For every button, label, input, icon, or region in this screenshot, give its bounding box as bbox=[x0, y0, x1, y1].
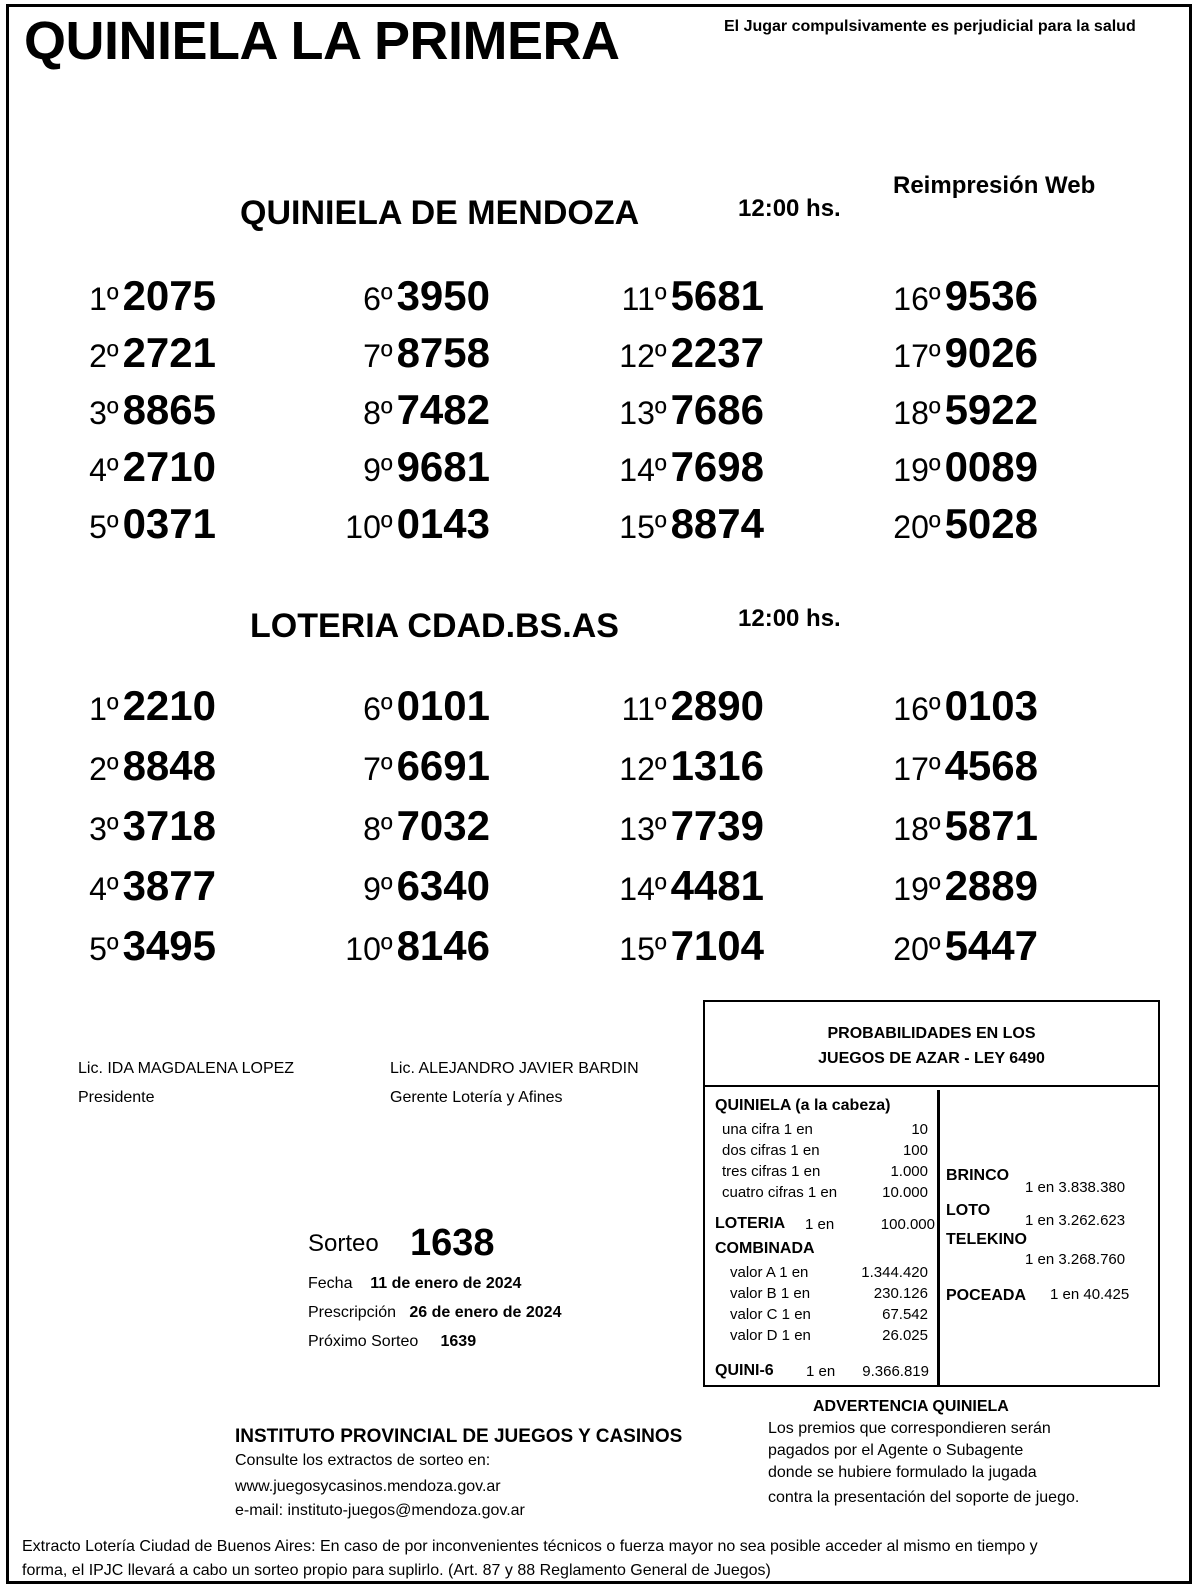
result-position: 6º bbox=[363, 281, 393, 317]
result-position: 3º bbox=[89, 811, 119, 847]
result-number: 4568 bbox=[944, 742, 1038, 789]
result-number: 3718 bbox=[122, 802, 216, 849]
prob-row-value: 1.344.420 bbox=[861, 1264, 928, 1281]
result-item bbox=[808, 862, 1038, 910]
result-item bbox=[0, 329, 216, 377]
probabilities-title-line1: PROBABILIDADES EN LOS bbox=[827, 1025, 1036, 1042]
loteria-prob-text: 1 en bbox=[805, 1216, 835, 1233]
result-position: 20º bbox=[893, 931, 941, 967]
advertencia-line: donde se hubiere formulado la jugada bbox=[768, 1464, 1037, 1481]
result-position: 2º bbox=[89, 751, 119, 787]
result-item bbox=[0, 742, 216, 790]
result-number: 2210 bbox=[122, 682, 216, 729]
institute-title: INSTITUTO PROVINCIAL DE JUEGOS Y CASINOS bbox=[235, 1426, 683, 1447]
result-position: 9º bbox=[363, 452, 393, 488]
result-position: 13º bbox=[619, 395, 667, 431]
result-position: 4º bbox=[89, 871, 119, 907]
result-number: 0089 bbox=[944, 443, 1038, 490]
prescripcion-row bbox=[308, 1304, 561, 1322]
fecha-row bbox=[308, 1275, 521, 1293]
result-position: 19º bbox=[893, 871, 941, 907]
reprint-label: Reimpresión Web bbox=[893, 172, 1096, 199]
proximo-value: 1639 bbox=[440, 1333, 477, 1350]
result-number: 8848 bbox=[122, 742, 216, 789]
result-position: 17º bbox=[893, 338, 941, 374]
probabilities-divider bbox=[703, 1085, 1160, 1087]
sorteo-number: 1638 bbox=[410, 1222, 495, 1264]
result-position: 10º bbox=[345, 509, 393, 545]
result-item bbox=[0, 802, 216, 850]
result-position: 2º bbox=[89, 338, 119, 374]
result-item bbox=[0, 862, 216, 910]
result-item bbox=[0, 500, 216, 548]
result-number: 0103 bbox=[944, 682, 1038, 729]
result-number: 9681 bbox=[396, 443, 490, 490]
result-number: 3495 bbox=[122, 922, 216, 969]
result-item bbox=[0, 443, 216, 491]
result-item bbox=[808, 922, 1038, 970]
result-number: 5922 bbox=[944, 386, 1038, 433]
result-position: 5º bbox=[89, 931, 119, 967]
result-number: 3950 bbox=[396, 272, 490, 319]
prob-row-label: valor A 1 en bbox=[730, 1264, 809, 1281]
signature-right-role: Gerente Lotería y Afines bbox=[390, 1089, 563, 1106]
proximo-label: Próximo Sorteo bbox=[308, 1333, 419, 1350]
footer-line-2: forma, el IPJC llevará a cabo un sorteo propio para suplirlo. (Art. 87 y 88 Reglamento General de Juegos) bbox=[22, 1562, 771, 1579]
result-item bbox=[534, 862, 764, 910]
main-title: QUINIELA LA PRIMERA bbox=[24, 11, 620, 71]
result-number: 9026 bbox=[944, 329, 1038, 376]
brinco-prob-label: BRINCO bbox=[946, 1167, 1010, 1184]
result-position: 17º bbox=[893, 751, 941, 787]
telekino-prob-label: TELEKINO bbox=[946, 1231, 1027, 1248]
result-number: 8758 bbox=[396, 329, 490, 376]
quini6-prob-value: 9.366.819 bbox=[862, 1363, 929, 1380]
prob-row-value: 230.126 bbox=[873, 1285, 928, 1302]
quini6-prob-label: QUINI-6 bbox=[715, 1362, 774, 1379]
fecha-value: 11 de enero de 2024 bbox=[370, 1275, 522, 1292]
advertencia-title: ADVERTENCIA QUINIELA bbox=[813, 1398, 1009, 1415]
result-number: 2237 bbox=[670, 329, 764, 376]
poceada-prob-label: POCEADA bbox=[946, 1287, 1027, 1304]
result-item bbox=[260, 922, 490, 970]
result-position: 16º bbox=[893, 281, 941, 317]
result-position: 15º bbox=[619, 931, 667, 967]
result-item bbox=[260, 386, 490, 434]
result-position: 8º bbox=[363, 811, 393, 847]
prob-row-label: valor C 1 en bbox=[730, 1306, 811, 1323]
result-number: 1316 bbox=[670, 742, 764, 789]
institute-consult-text: Consulte los extractos de sorteo en: bbox=[235, 1452, 491, 1469]
result-item bbox=[260, 272, 490, 320]
result-item bbox=[260, 862, 490, 910]
probabilities-column-divider bbox=[937, 1090, 940, 1387]
result-number: 7104 bbox=[670, 922, 764, 969]
proximo-row bbox=[308, 1333, 476, 1351]
result-item bbox=[260, 802, 490, 850]
prob-row-label: tres cifras 1 en bbox=[722, 1163, 821, 1180]
result-item bbox=[0, 272, 216, 320]
result-position: 15º bbox=[619, 509, 667, 545]
institute-email-link[interactable]: e-mail: instituto-juegos@mendoza.gov.ar bbox=[235, 1502, 525, 1519]
result-position: 7º bbox=[363, 338, 393, 374]
prescripcion-label: Prescripción bbox=[308, 1304, 397, 1321]
section-title-mendoza: QUINIELA DE MENDOZA bbox=[240, 194, 640, 232]
loteria-prob-label: LOTERIA bbox=[715, 1215, 786, 1232]
result-number: 7698 bbox=[670, 443, 764, 490]
telekino-prob-value: 1 en 3.268.760 bbox=[1025, 1251, 1126, 1268]
result-position: 19º bbox=[893, 452, 941, 488]
result-item bbox=[808, 329, 1038, 377]
result-item bbox=[534, 682, 764, 730]
prescripcion-value: 26 de enero de 2024 bbox=[409, 1304, 562, 1321]
result-number: 8865 bbox=[122, 386, 216, 433]
prob-row-value: 10.000 bbox=[882, 1184, 928, 1201]
result-number: 7482 bbox=[396, 386, 490, 433]
result-number: 6340 bbox=[396, 862, 490, 909]
result-number: 5028 bbox=[944, 500, 1038, 547]
result-number: 0143 bbox=[396, 500, 490, 547]
result-item bbox=[0, 922, 216, 970]
result-number: 6691 bbox=[396, 742, 490, 789]
result-item bbox=[808, 682, 1038, 730]
prob-row-value: 67.542 bbox=[882, 1306, 928, 1323]
result-number: 5871 bbox=[944, 802, 1038, 849]
footer-line-1: Extracto Lotería Ciudad de Buenos Aires: En caso de por inconvenientes técnicos o fuerza mayor no sea posible acceder al mismo en tiempo y bbox=[22, 1538, 1038, 1555]
result-position: 4º bbox=[89, 452, 119, 488]
sorteo-label: Sorteo bbox=[308, 1230, 379, 1257]
result-position: 14º bbox=[619, 871, 667, 907]
prob-row-value: 100 bbox=[902, 1142, 928, 1159]
result-number: 9536 bbox=[944, 272, 1038, 319]
result-position: 18º bbox=[893, 811, 941, 847]
result-item bbox=[808, 500, 1038, 548]
result-position: 1º bbox=[89, 691, 119, 727]
result-number: 3877 bbox=[122, 862, 216, 909]
result-number: 2721 bbox=[122, 329, 216, 376]
section-title-loteria: LOTERIA CDAD.BS.AS bbox=[250, 607, 619, 645]
probabilities-title-line2: JUEGOS DE AZAR - LEY 6490 bbox=[818, 1050, 1045, 1067]
result-position: 1º bbox=[89, 281, 119, 317]
quiniela-prob-title: QUINIELA (a la cabeza) bbox=[715, 1097, 891, 1114]
result-item bbox=[808, 742, 1038, 790]
result-item bbox=[534, 386, 764, 434]
result-position: 10º bbox=[345, 931, 393, 967]
result-item bbox=[534, 742, 764, 790]
result-item bbox=[534, 802, 764, 850]
result-position: 8º bbox=[363, 395, 393, 431]
fecha-label: Fecha bbox=[308, 1275, 353, 1292]
result-position: 11º bbox=[621, 691, 667, 727]
quini6-prob-text: 1 en bbox=[806, 1363, 836, 1380]
signature-left-name: Lic. IDA MAGDALENA LOPEZ bbox=[78, 1060, 295, 1077]
institute-website-link[interactable]: www.juegosycasinos.mendoza.gov.ar bbox=[235, 1478, 501, 1495]
result-number: 7686 bbox=[670, 386, 764, 433]
result-number: 0101 bbox=[396, 682, 490, 729]
result-item bbox=[808, 443, 1038, 491]
combinada-prob-title: COMBINADA bbox=[715, 1240, 815, 1257]
result-position: 5º bbox=[89, 509, 119, 545]
result-position: 12º bbox=[619, 338, 667, 374]
result-position: 18º bbox=[893, 395, 941, 431]
result-number: 7739 bbox=[670, 802, 764, 849]
result-number: 2075 bbox=[122, 272, 216, 319]
prob-row-label: cuatro cifras 1 en bbox=[722, 1184, 838, 1201]
result-item bbox=[260, 500, 490, 548]
result-position: 20º bbox=[893, 509, 941, 545]
result-position: 6º bbox=[363, 691, 393, 727]
result-item bbox=[0, 386, 216, 434]
advertencia-line: Los premios que correspondieren serán bbox=[768, 1420, 1051, 1437]
result-item bbox=[534, 272, 764, 320]
result-position: 9º bbox=[363, 871, 393, 907]
advertencia-line: pagados por el Agente o Subagente bbox=[768, 1442, 1024, 1459]
section-time-mendoza: 12:00 hs. bbox=[738, 195, 841, 222]
result-number: 5681 bbox=[670, 272, 764, 319]
result-item bbox=[260, 329, 490, 377]
result-item bbox=[534, 443, 764, 491]
poceada-prob-value: 1 en 40.425 bbox=[1050, 1286, 1130, 1303]
result-number: 5447 bbox=[944, 922, 1038, 969]
result-item bbox=[808, 272, 1038, 320]
result-position: 13º bbox=[619, 811, 667, 847]
result-position: 16º bbox=[893, 691, 941, 727]
result-item bbox=[808, 802, 1038, 850]
result-number: 8146 bbox=[396, 922, 490, 969]
result-position: 3º bbox=[89, 395, 119, 431]
result-item bbox=[0, 682, 216, 730]
section-time-loteria: 12:00 hs. bbox=[738, 605, 841, 632]
prob-row-value: 1.000 bbox=[890, 1163, 928, 1180]
result-position: 7º bbox=[363, 751, 393, 787]
health-warning: El Jugar compulsivamente es perjudicial para la salud bbox=[724, 18, 1136, 35]
loto-prob-value: 1 en 3.262.623 bbox=[1025, 1212, 1126, 1229]
result-number: 4481 bbox=[670, 862, 764, 909]
result-position: 11º bbox=[621, 281, 667, 317]
result-item bbox=[534, 329, 764, 377]
result-number: 2890 bbox=[670, 682, 764, 729]
result-item bbox=[808, 386, 1038, 434]
loteria-prob-value: 100.000 bbox=[880, 1216, 935, 1233]
result-item bbox=[260, 742, 490, 790]
result-item bbox=[534, 922, 764, 970]
prob-row-label: una cifra 1 en bbox=[722, 1121, 813, 1138]
result-number: 2710 bbox=[122, 443, 216, 490]
result-item bbox=[260, 682, 490, 730]
prob-row-value: 26.025 bbox=[882, 1327, 928, 1344]
prob-row-value: 10 bbox=[911, 1121, 928, 1138]
brinco-prob-value: 1 en 3.838.380 bbox=[1025, 1179, 1126, 1196]
result-item bbox=[534, 500, 764, 548]
result-position: 14º bbox=[619, 452, 667, 488]
result-position: 12º bbox=[619, 751, 667, 787]
result-number: 0371 bbox=[122, 500, 216, 547]
prob-row-label: valor B 1 en bbox=[730, 1285, 811, 1302]
signature-right-name: Lic. ALEJANDRO JAVIER BARDIN bbox=[390, 1060, 639, 1077]
result-number: 7032 bbox=[396, 802, 490, 849]
prob-row-label: dos cifras 1 en bbox=[722, 1142, 820, 1159]
signature-left-role: Presidente bbox=[78, 1089, 155, 1106]
prob-row-label: valor D 1 en bbox=[730, 1327, 811, 1344]
result-number: 2889 bbox=[944, 862, 1038, 909]
footer-note bbox=[22, 1535, 1038, 1583]
result-item bbox=[260, 443, 490, 491]
result-number: 8874 bbox=[670, 500, 764, 547]
loto-prob-label: LOTO bbox=[946, 1202, 991, 1219]
advertencia-line: contra la presentación del soporte de juego. bbox=[768, 1489, 1080, 1506]
